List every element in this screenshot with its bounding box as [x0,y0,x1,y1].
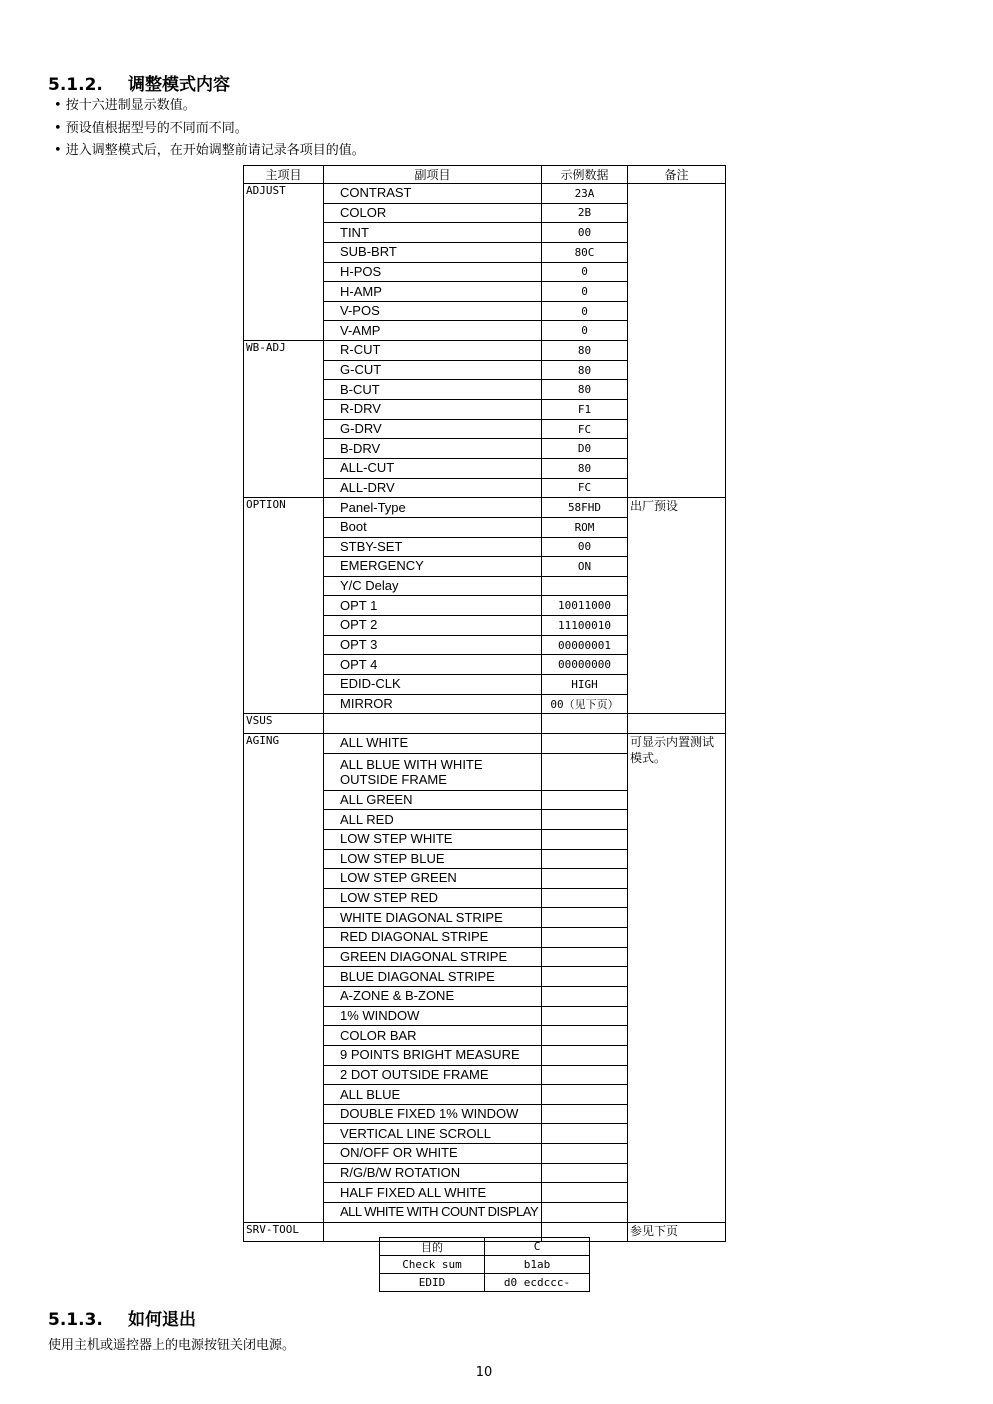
sub-item: VERTICAL LINE SCROLL [324,1124,542,1144]
sample-value-empty [542,1203,628,1223]
sub-item: TINT [324,223,542,243]
sub-item: BLUE DIAGONAL STRIPE [324,967,542,987]
sub-item: ALL RED [324,810,542,830]
exit-instruction: 使用主机或遥控器上的电源按钮关闭电源。 [48,1338,296,1353]
sub-item: OPT 1 [324,596,542,616]
checksum-header-value: C [485,1238,590,1256]
sample-value-empty [542,908,628,928]
sample-value-empty [542,1085,628,1105]
sub-item: ALL WHITE WITH COUNT DISPLAY [324,1203,542,1223]
sample-value: HIGH [542,675,628,695]
edid-label: EDID [380,1274,485,1292]
sample-value: 00000001 [542,635,628,655]
sub-item: DOUBLE FIXED 1% WINDOW [324,1104,542,1124]
main-item-adjust: ADJUST [244,184,324,341]
sub-item: CONTRAST [324,184,542,204]
sample-value: 00000000 [542,655,628,675]
sub-item: G-CUT [324,360,542,380]
sub-item: ON/OFF OR WHITE [324,1144,542,1164]
table-header-row [244,166,726,184]
sample-value-empty [542,947,628,967]
sample-value-empty [542,1006,628,1026]
checksum-table [379,1237,590,1292]
sub-item: SUB-BRT [324,242,542,262]
adjust-mode-table [243,165,726,1242]
sample-value: ROM [542,517,628,537]
sub-item: B-DRV [324,439,542,459]
sample-value-empty [542,810,628,830]
sub-item: ALL WHITE [324,733,542,753]
sub-item: G-DRV [324,419,542,439]
header-main-item: 主项目 [244,166,324,184]
sub-item: A-ZONE & B-ZONE [324,986,542,1006]
sub-item: HALF FIXED ALL WHITE [324,1183,542,1203]
table-row [244,184,726,204]
sub-item: V-AMP [324,321,542,341]
sub-item: LOW STEP RED [324,888,542,908]
sample-value: 80 [542,380,628,400]
section-heading-exit [48,1305,196,1330]
sample-value: 0 [542,262,628,282]
sub-item: LOW STEP BLUE [324,849,542,869]
table-row [244,714,726,734]
sub-item: ALL-DRV [324,478,542,498]
sample-value [542,576,628,596]
sample-value-empty [542,829,628,849]
sub-item: Panel-Type [324,498,542,518]
section-number: 5.1.2. [48,75,103,95]
remarks-empty [628,714,726,734]
sub-item: OPT 3 [324,635,542,655]
sub-item: ALL BLUE [324,1085,542,1105]
remarks-aging: 可显示内置测试模式。 [628,733,726,1222]
sample-value: 2B [542,203,628,223]
sub-item: R-DRV [324,400,542,420]
sub-item: RED DIAGONAL STRIPE [324,928,542,948]
checksum-row [380,1256,590,1274]
sample-value-empty [542,1065,628,1085]
sample-value: FC [542,419,628,439]
main-item-srv-tool: SRV-TOOL [244,1222,324,1242]
sample-value: 0 [542,301,628,321]
sub-item: Y/C Delay [324,576,542,596]
sub-item: OPT 4 [324,655,542,675]
sample-value-empty [542,1124,628,1144]
sample-value-empty [542,1144,628,1164]
sub-item: 9 POINTS BRIGHT MEASURE [324,1045,542,1065]
sample-value: 00 [542,537,628,557]
main-item-aging: AGING [244,733,324,1222]
sub-item: B-CUT [324,380,542,400]
header-remarks: 备注 [628,166,726,184]
sample-value-empty [542,753,628,790]
main-item-wb-adj: WB-ADJ [244,341,324,498]
sample-value-empty [542,1183,628,1203]
sample-value: D0 [542,439,628,459]
sub-item: 2 DOT OUTSIDE FRAME [324,1065,542,1085]
sub-item: R/G/B/W ROTATION [324,1163,542,1183]
sample-value-empty [542,1104,628,1124]
bullet-preset: • 预设值根据型号的不同而不同。 [54,121,248,136]
sample-value-empty [542,1163,628,1183]
bullet-hex: • 按十六进制显示数值。 [54,98,196,113]
table-body [244,184,726,1242]
sub-item: ALL GREEN [324,790,542,810]
section-number: 5.1.3. [48,1310,103,1330]
sub-item-empty [324,714,542,734]
page-number: 10 [475,1365,493,1380]
section-title: 调整模式内容 [128,75,230,95]
sample-value-empty [542,714,628,734]
sub-item: Boot [324,517,542,537]
sample-value: 58FHD [542,498,628,518]
checksum-header-purpose: 目的 [380,1238,485,1256]
sample-value: FC [542,478,628,498]
remarks-cell [628,184,726,498]
sub-item: H-AMP [324,282,542,302]
sub-item: V-POS [324,301,542,321]
sample-value: 80 [542,360,628,380]
sub-item: COLOR BAR [324,1026,542,1046]
sub-item: 1% WINDOW [324,1006,542,1026]
main-item-option: OPTION [244,498,324,714]
checksum-header-row [380,1238,590,1256]
header-sub-item: 副项目 [324,166,542,184]
sub-item: WHITE DIAGONAL STRIPE [324,908,542,928]
section-title: 如何退出 [128,1310,196,1330]
checksum-value: b1ab [485,1256,590,1274]
sample-value: 00（见下页） [542,694,628,714]
sample-value-empty [542,790,628,810]
sub-item: GREEN DIAGONAL STRIPE [324,947,542,967]
remarks-option: 出厂预设 [628,498,726,714]
sample-value-empty [542,1026,628,1046]
sample-value-empty [542,928,628,948]
sub-item: R-CUT [324,341,542,361]
checksum-label: Check sum [380,1256,485,1274]
sub-item: LOW STEP WHITE [324,829,542,849]
sample-value: ON [542,557,628,577]
sub-item: ALL-CUT [324,458,542,478]
sample-value: F1 [542,400,628,420]
edid-value: d0 ecdccc- [485,1274,590,1292]
sample-value: 0 [542,321,628,341]
main-item-vsus: VSUS [244,714,324,734]
table-row [244,498,726,518]
sample-value: 0 [542,282,628,302]
sample-value-empty [542,986,628,1006]
section-heading-adjust-contents [48,70,230,95]
sample-value-empty [542,869,628,889]
table-row [244,733,726,753]
sample-value-empty [542,733,628,753]
sub-item: STBY-SET [324,537,542,557]
sample-value: 80C [542,242,628,262]
edid-row [380,1274,590,1292]
sample-value: 80 [542,341,628,361]
sample-value-empty [542,849,628,869]
sample-value-empty [542,888,628,908]
sub-item: MIRROR [324,694,542,714]
sub-item: COLOR [324,203,542,223]
sample-value-empty [542,967,628,987]
header-sample-data: 示例数据 [542,166,628,184]
sample-value: 10011000 [542,596,628,616]
sub-item: ALL BLUE WITH WHITE OUTSIDE FRAME [324,753,542,790]
remarks-srv-tool: 参见下页 [628,1222,726,1242]
sample-value: 11100010 [542,616,628,636]
sample-value-empty [542,1045,628,1065]
sample-value: 00 [542,223,628,243]
sample-value: 23A [542,184,628,204]
sub-item: LOW STEP GREEN [324,869,542,889]
sample-value: 80 [542,458,628,478]
bullet-record: • 进入调整模式后，在开始调整前请记录各项目的值。 [54,143,365,158]
sub-item: EDID-CLK [324,675,542,695]
sub-item: EMERGENCY [324,557,542,577]
sub-item: H-POS [324,262,542,282]
sub-item: OPT 2 [324,616,542,636]
